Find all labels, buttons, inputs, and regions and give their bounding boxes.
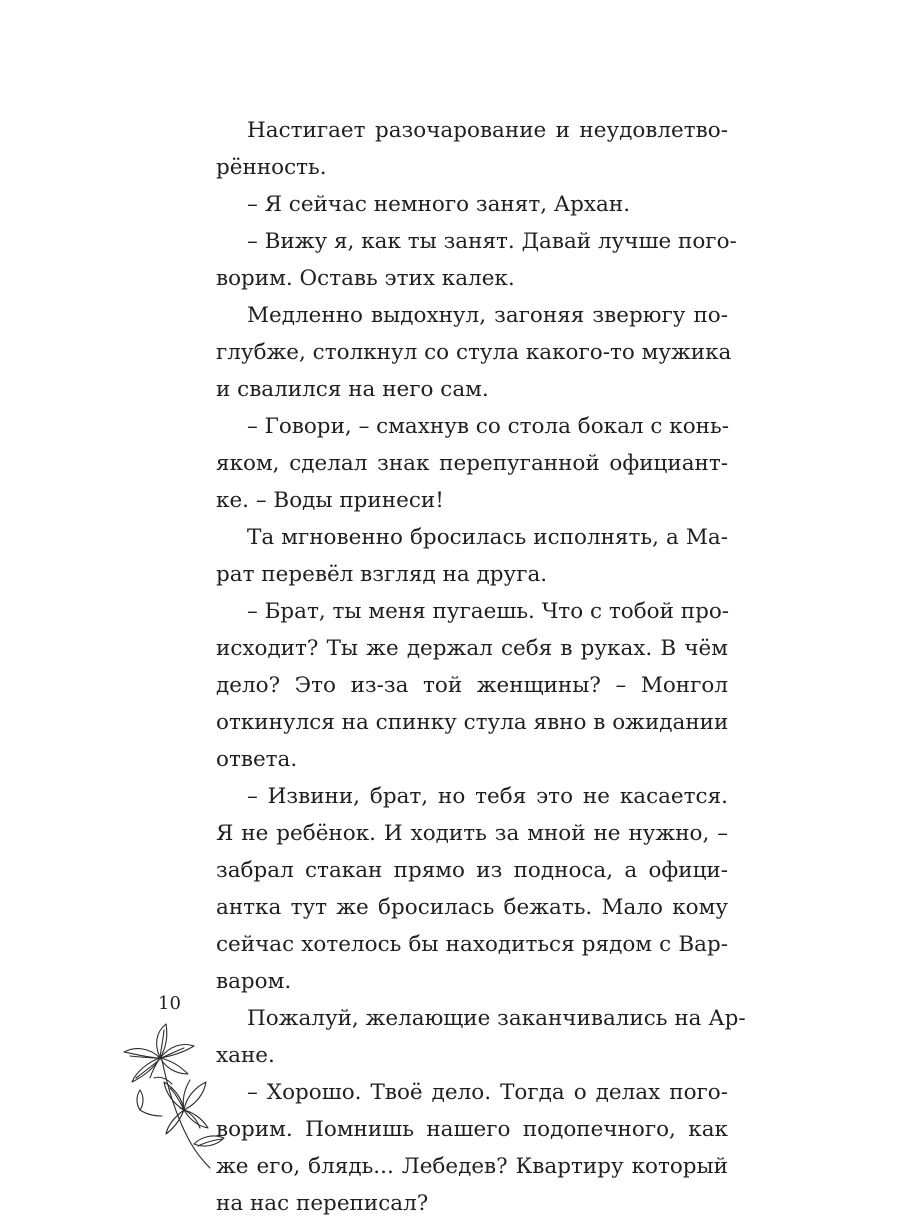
text-line: ответа. xyxy=(216,747,298,772)
text-line: дело? Это из-за той женщины? – Монгол xyxy=(216,673,728,698)
page-number: 10 xyxy=(158,993,181,1014)
text-line: ке. – Воды принеси! xyxy=(216,488,444,513)
text-line: Та мгновенно бросилась исполнять, а Ма- xyxy=(247,525,728,550)
text-line: Настигает разочарование и неудовлетво- xyxy=(247,118,728,143)
text-line: и свалился на него сам. xyxy=(216,377,489,402)
text-line: на нас переписал? xyxy=(216,1191,429,1216)
text-line: исходит? Ты же держал себя в руках. В чём xyxy=(216,636,728,661)
text-line: Пожалуй, желающие заканчивались на Ар- xyxy=(247,1006,746,1031)
text-line: варом. xyxy=(216,969,292,994)
body-text xyxy=(216,112,746,1222)
text-line: – Брат, ты меня пугаешь. Что с тобой про- xyxy=(247,599,730,624)
text-line: – Хорошо. Твоё дело. Тогда о делах пого- xyxy=(247,1080,728,1105)
text-line: рённость. xyxy=(216,155,327,180)
text-line: же его, блядь... Лебедев? Квартиру который xyxy=(216,1154,728,1179)
text-line: – Извини, брат, но тебя это не касается. xyxy=(247,784,728,809)
text-line: хане. xyxy=(216,1043,275,1068)
flower-ornament-icon xyxy=(110,1020,230,1170)
text-line: Я не ребёнок. И ходить за мной не нужно, – xyxy=(216,821,728,846)
text-line: рат перевёл взгляд на друга. xyxy=(216,562,548,587)
text-line: антка тут же бросилась бежать. Мало кому xyxy=(216,895,728,920)
text-line: яком, сделал знак перепуганной официант- xyxy=(216,451,728,476)
text-line: – Я сейчас немного занят, Архан. xyxy=(247,192,631,217)
text-line: Медленно выдохнул, загоняя зверюгу по- xyxy=(247,303,728,328)
text-line: – Вижу я, как ты занят. Давай лучше пого- xyxy=(247,229,737,254)
text-line: откинулся на спинку стула явно в ожидании xyxy=(216,710,729,735)
text-line: – Говори, – смахнув со стола бокал с конь- xyxy=(247,414,729,439)
text-line: ворим. Оставь этих калек. xyxy=(216,266,515,291)
text-line: забрал стакан прямо из подноса, а офици- xyxy=(216,858,728,883)
text-line: ворим. Помнишь нашего подопечного, как xyxy=(216,1117,728,1142)
text-line: сейчас хотелось бы находиться рядом с Вар- xyxy=(216,932,728,957)
text-line: глубже, столкнул со стула какого-то мужика xyxy=(216,340,732,365)
